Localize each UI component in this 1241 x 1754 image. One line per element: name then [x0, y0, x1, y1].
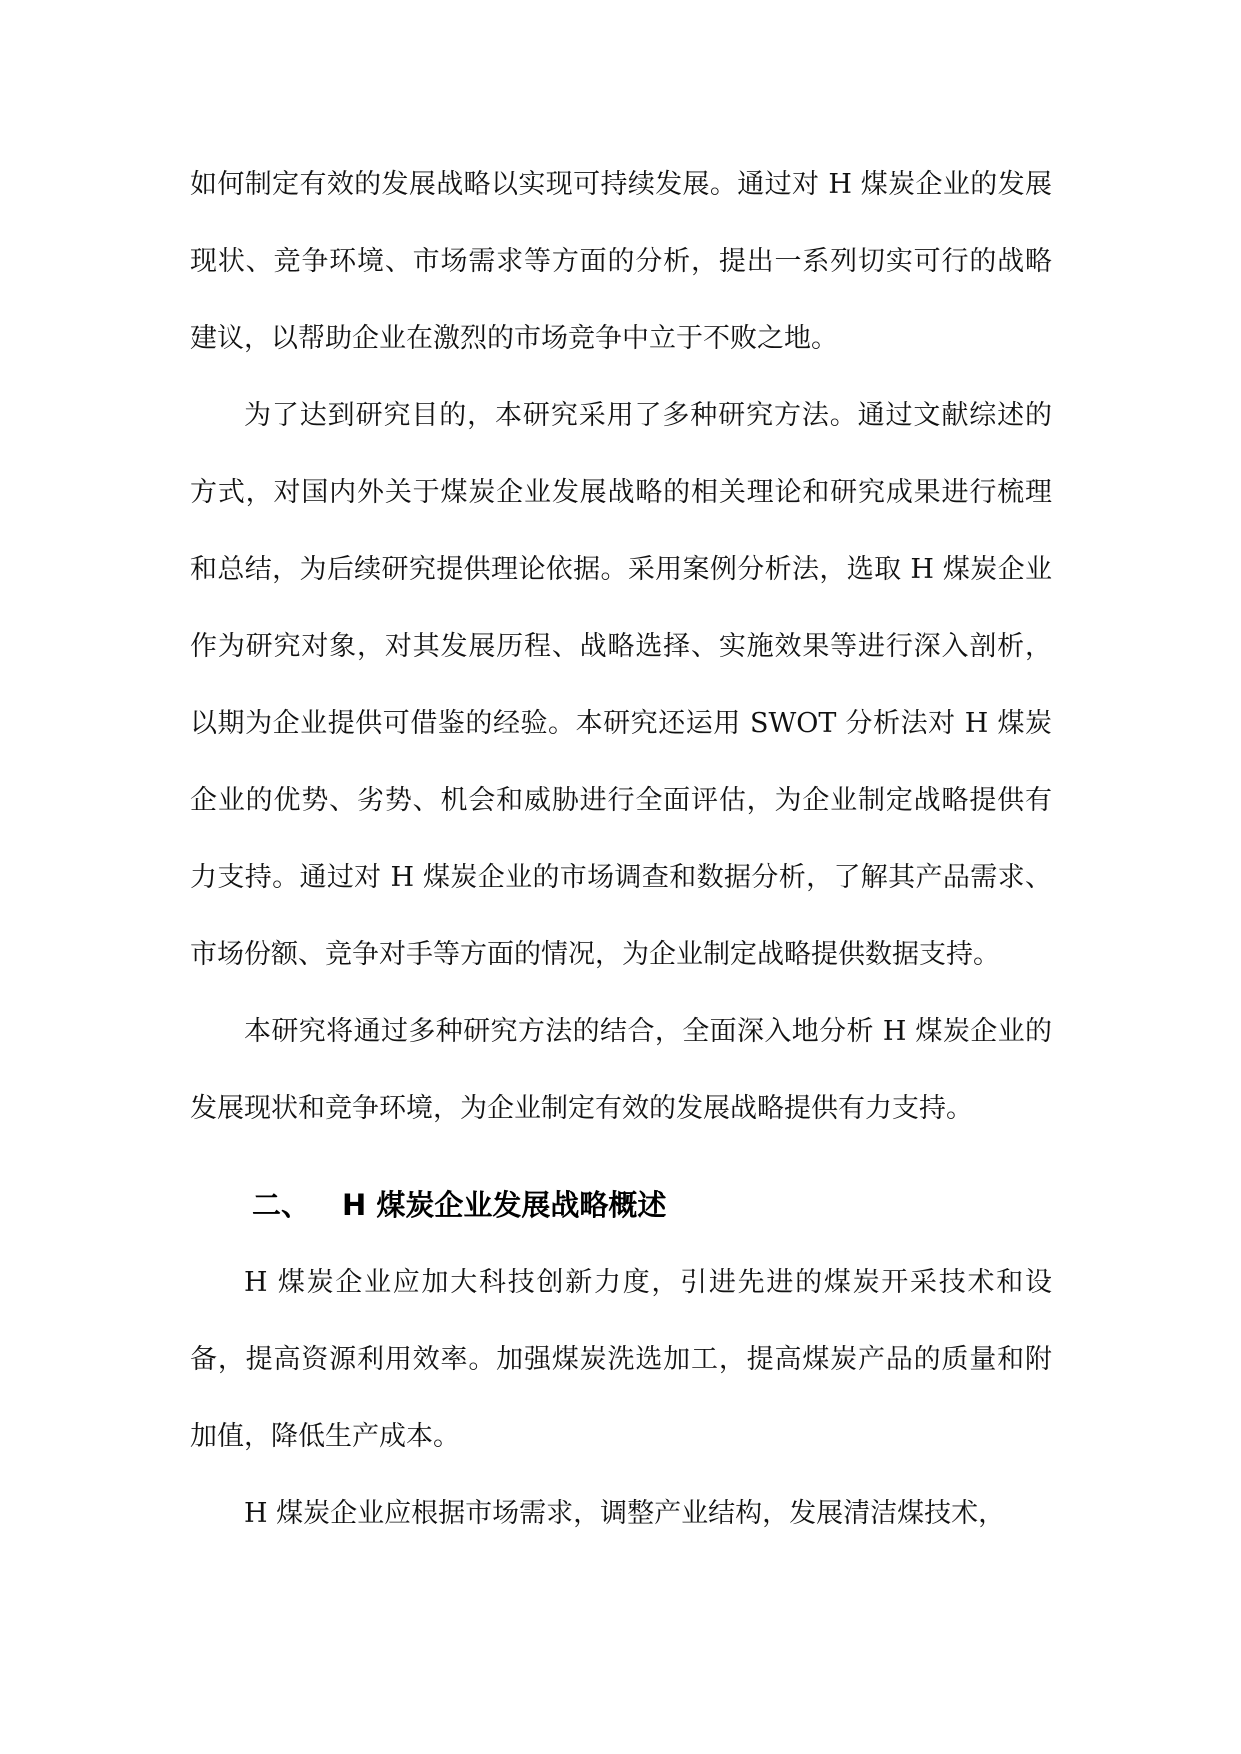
body-text	[190, 146, 1052, 1552]
section-heading	[190, 1167, 1052, 1244]
paragraph-tech-innovation: H 煤炭企业应加大科技创新力度，引进先进的煤炭开采技术和设备，提高资源利用效率。加强煤炭洗选加工，提高煤炭产品的质量和附加值，降低生产成本。	[190, 1267, 1052, 1452]
paragraph-industry-structure: H 煤炭企业应根据市场需求，调整产业结构，发展清洁煤技术，	[244, 1498, 1006, 1529]
paragraph-research-methods: 为了达到研究目的，本研究采用了多种研究方法。通过文献综述的方式，对国内外关于煤炭企业发展战略的相关理论和研究成果进行梳理和总结，为后续研究提供理论依据。采用案例分析法，选取 H 煤炭企业作为研究对象，对其发展历程、战略选择、实施效果等进行深入剖析，以期为企业提供可借鉴的经验。本研究还运用 SWOT 分析法对 H 煤炭企业的优势、劣势、机会和威胁进行全面评估，为企业制定战略提供有力支持。通过对 H 煤炭企业的市场调查和数据分析，了解其产品需求、市场份额、竞争对手等方面的情况，为企业制定战略提供数据支持。	[190, 400, 1052, 970]
section-number: 二、	[252, 1188, 311, 1222]
paragraph-summary: 本研究将通过多种研究方法的结合，全面深入地分析 H 煤炭企业的发展现状和竞争环境，为企业制定有效的发展战略提供有力支持。	[190, 1016, 1052, 1124]
section-title: H 煤炭企业发展战略概述	[342, 1188, 667, 1222]
paragraph-continued: 如何制定有效的发展战略以实现可持续发展。通过对 H 煤炭企业的发展现状、竞争环境、市场需求等方面的分析，提出一系列切实可行的战略建议，以帮助企业在激烈的市场竞争中立于不败之地。	[190, 169, 1052, 354]
